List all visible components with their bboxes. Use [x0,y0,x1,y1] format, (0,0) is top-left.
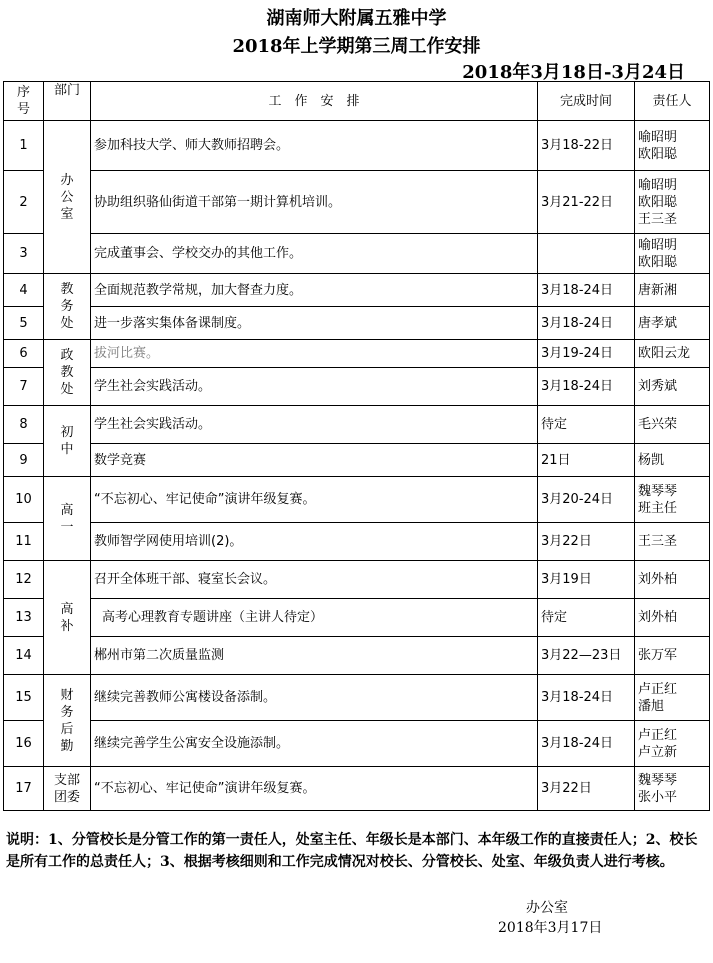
row-time: 3月21-22日 [538,171,635,234]
row-time: 待定 [538,406,635,444]
row-owner: 喻昭明 欧阳聪 [635,121,710,171]
table-row [4,171,710,234]
table-row [4,340,710,368]
row-seq: 3 [4,234,44,274]
row-task: 学生社会实践活动。 [91,406,538,444]
table-row [4,234,710,274]
dept-junior: 初 中 [44,406,91,477]
row-task: 教师智学网使用培训(2)。 [91,523,538,561]
row-time: 3月18-24日 [538,675,635,721]
row-owner: 唐新湘 [635,274,710,307]
row-task: 拔河比赛。 [91,340,538,368]
col-header-seq: 序 号 [4,82,44,121]
schedule-table [3,81,710,811]
row-owner: 刘外柏 [635,561,710,599]
row-owner: 喻昭明 欧阳聪 王三圣 [635,171,710,234]
explanation-note: 说明：1、分管校长是分管工作的第一责任人，处室主任、年级长是本部门、本年级工作的直接责任人；2、校长是所有工作的总责任人；3、根据考核细则和工作完成情况对校长、分管校长、处室、年级负责人进行考核。 [6,832,698,870]
row-task: 继续完善教师公寓楼设备添制。 [91,675,538,721]
row-seq: 6 [4,340,44,368]
dept-political: 政 教 处 [44,340,91,406]
row-task: 协助组织骆仙街道干部第一期计算机培训。 [91,171,538,234]
row-seq: 15 [4,675,44,721]
dept-grade1: 高 一 [44,477,91,561]
row-owner: 魏琴琴 张小平 [635,767,710,811]
dept-office: 办 公 室 [44,121,91,274]
row-owner: 杨凯 [635,444,710,477]
row-task: 完成董事会、学校交办的其他工作。 [91,234,538,274]
table-row [4,767,710,811]
sign-date: 2018年3月17日 [498,920,603,936]
row-task: “不忘初心、牢记使命”演讲年级复赛。 [91,477,538,523]
row-time: 21日 [538,444,635,477]
row-task: 数学竞赛 [91,444,538,477]
col-header-dept: 部门 [44,82,91,121]
table-row [4,444,710,477]
date-range: 2018年3月18日-3月24日 [462,62,685,83]
row-seq: 17 [4,767,44,811]
row-owner: 王三圣 [635,523,710,561]
row-task: 学生社会实践活动。 [91,368,538,406]
row-time: 3月19-24日 [538,340,635,368]
row-owner: 魏琴琴 班主任 [635,477,710,523]
row-seq: 12 [4,561,44,599]
row-seq: 14 [4,637,44,675]
row-owner: 刘秀斌 [635,368,710,406]
schedule-title: 2018年上学期第三周工作安排 [232,36,481,57]
row-owner: 张万军 [635,637,710,675]
row-time: 待定 [538,599,635,637]
row-owner: 欧阳云龙 [635,340,710,368]
row-seq: 8 [4,406,44,444]
row-seq: 11 [4,523,44,561]
row-seq: 1 [4,121,44,171]
row-time: 3月22—23日 [538,637,635,675]
row-time: 3月22日 [538,523,635,561]
col-header-time: 完成时间 [538,82,635,121]
dept-league: 支部 团委 [44,767,91,811]
school-name: 湖南师大附属五雅中学 [266,8,447,29]
row-seq: 4 [4,274,44,307]
issuer-office: 办公室 [526,900,568,916]
table-row [4,307,710,340]
row-owner: 唐孝斌 [635,307,710,340]
table-row [4,477,710,523]
row-time: 3月22日 [538,767,635,811]
table-row [4,561,710,599]
row-task: 全面规范教学常规，加大督查力度。 [91,274,538,307]
table-row [4,121,710,171]
row-seq: 13 [4,599,44,637]
row-owner: 卢正红 卢立新 [635,721,710,767]
row-owner: 卢正红 潘旭 [635,675,710,721]
row-time [538,234,635,274]
row-time: 3月18-24日 [538,274,635,307]
table-row [4,523,710,561]
col-header-task: 工 作 安 排 [91,82,538,121]
row-task: 召开全体班干部、寝室长会议。 [91,561,538,599]
table-header-row [4,82,710,121]
row-time: 3月18-24日 [538,368,635,406]
row-task: 高考心理教育专题讲座（主讲人待定） [91,599,538,637]
row-task: 参加科技大学、师大教师招聘会。 [91,121,538,171]
table-row [4,599,710,637]
row-task: 郴州市第二次质量监测 [91,637,538,675]
row-owner: 刘外柏 [635,599,710,637]
row-seq: 5 [4,307,44,340]
row-seq: 7 [4,368,44,406]
row-time: 3月18-22日 [538,121,635,171]
dept-academic: 教 务 处 [44,274,91,340]
row-task: 继续完善学生公寓安全设施添制。 [91,721,538,767]
table-row [4,721,710,767]
table-row [4,274,710,307]
row-seq: 16 [4,721,44,767]
row-owner: 毛兴荣 [635,406,710,444]
row-time: 3月19日 [538,561,635,599]
table-row [4,637,710,675]
row-time: 3月18-24日 [538,307,635,340]
table-row [4,406,710,444]
row-owner: 喻昭明 欧阳聪 [635,234,710,274]
row-seq: 10 [4,477,44,523]
row-task: 进一步落实集体备课制度。 [91,307,538,340]
row-time: 3月20-24日 [538,477,635,523]
dept-finance: 财 务 后 勤 [44,675,91,767]
table-row [4,368,710,406]
row-seq: 9 [4,444,44,477]
table-row [4,675,710,721]
row-seq: 2 [4,171,44,234]
dept-repeat: 高 补 [44,561,91,675]
col-header-owner: 责任人 [635,82,710,121]
row-task: “不忘初心、牢记使命”演讲年级复赛。 [91,767,538,811]
row-time: 3月18-24日 [538,721,635,767]
